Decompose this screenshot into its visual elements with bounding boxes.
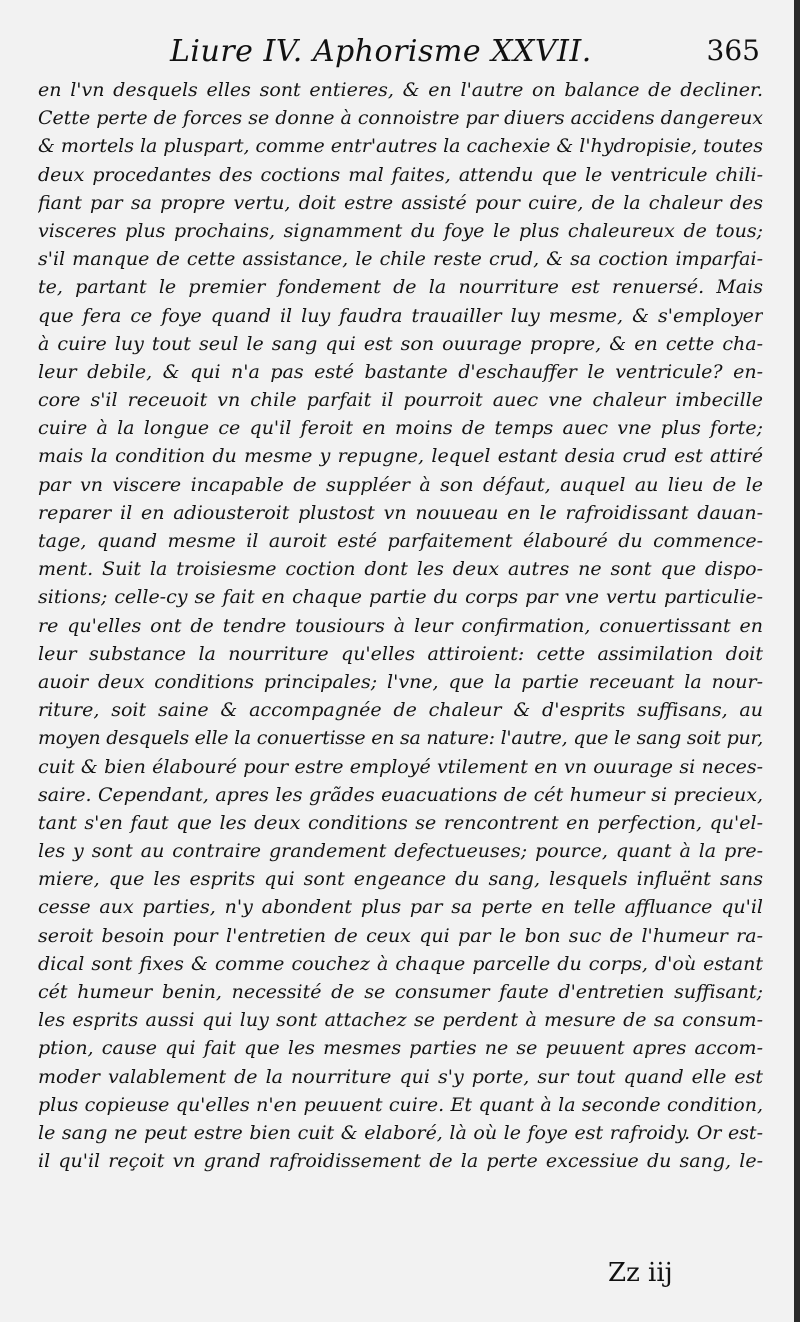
text-line: mais la condition du mesme y repugne, lequel estant desia crud est attiré bbox=[38, 445, 763, 468]
text-line: que fera ce foye quand il luy faudra trauailler luy mesme, & s'employer bbox=[38, 304, 763, 327]
text-line: Cette perte de forces se donne à connoistre par diuers accidens dangereux bbox=[38, 107, 763, 130]
body-text bbox=[38, 76, 763, 1175]
text-line: le sang ne peut estre bien cuit & elaboré, là où le foye est rafroidy. Or est- bbox=[38, 1121, 763, 1144]
text-line: s'il manque de cette assistance, le chile reste crud, & sa coction imparfai- bbox=[38, 248, 763, 271]
text-line: il qu'il reçoit vn grand rafroidissement de la perte excessiue du sang, le- bbox=[38, 1150, 763, 1173]
text-line: seroit besoin pour l'entretien de ceux qui par le bon suc de l'humeur ra- bbox=[38, 924, 763, 947]
running-title: Liure IV. Aphorisme XXVII. bbox=[170, 34, 592, 69]
text-line: ption, cause qui fait que les mesmes parties ne se peuuent apres accom- bbox=[38, 1037, 763, 1060]
text-line: fiant par sa propre vertu, doit estre assisté pour cuire, de la chaleur des bbox=[38, 191, 763, 214]
text-line: les y sont au contraire grandement defectueuses; pource, quant à la pre- bbox=[38, 840, 763, 863]
signature-mark: Zz iij bbox=[608, 1258, 673, 1288]
text-line: auoir deux conditions principales; l'vne, que la partie receuant la nour- bbox=[38, 670, 763, 693]
text-line: miere, que les esprits qui sont engeance du sang, lesquels influënt sans bbox=[38, 868, 763, 891]
text-line: cuire à la longue ce qu'il feroit en moins de temps auec vne plus forte; bbox=[38, 417, 763, 440]
text-line: deux procedantes des coctions mal faites, attendu que le ventricule chili- bbox=[38, 163, 763, 186]
text-line: saire. Cependant, apres les grãdes euacuations de cét humeur si precieux, bbox=[38, 783, 763, 806]
text-line: les esprits aussi qui luy sont attachez se perdent à mesure de sa consum- bbox=[38, 1009, 763, 1032]
text-line: plus copieuse qu'elles n'en peuuent cuire. Et quant à la seconde condition, bbox=[38, 1093, 763, 1116]
text-line: tage, quand mesme il auroit esté parfaitement élabouré du commence- bbox=[38, 530, 763, 552]
page-edge bbox=[794, 0, 800, 1322]
text-line: tant s'en faut que les deux conditions se rencontrent en perfection, qu'el- bbox=[38, 811, 763, 834]
text-line: riture, soit saine & accompagnée de chaleur & d'esprits suffisans, au bbox=[38, 699, 763, 722]
text-line: core s'il receuoit vn chile parfait il pourroit auec vne chaleur imbecille bbox=[38, 389, 763, 412]
text-line: par vn viscere incapable de suppléer à son défaut, auquel au lieu de le bbox=[38, 473, 763, 496]
page-header bbox=[150, 34, 770, 74]
text-line: te, partant le premier fondement de la nourriture est renuersé. Mais bbox=[38, 276, 763, 299]
text-line: à cuire luy tout seul le sang qui est son ouurage propre, & en cette cha- bbox=[38, 332, 763, 355]
text-line: visceres plus prochains, signamment du foye le plus chaleureux de tous; bbox=[38, 219, 763, 242]
text-line: reparer il en adiousteroit plustost vn nouueau en le rafroidissant dauan- bbox=[38, 501, 763, 524]
text-line: re qu'elles ont de tendre tousiours à leur confirmation, conuertissant en bbox=[38, 614, 763, 637]
text-line: moyen desquels elle la conuertisse en sa nature: l'autre, que le sang soit pur, bbox=[38, 727, 763, 750]
text-line: & mortels la pluspart, comme entr'autres la cachexie & l'hydropisie, toutes bbox=[38, 135, 763, 158]
text-line: en l'vn desquels elles sont entieres, & en l'autre on balance de decliner. bbox=[38, 79, 763, 101]
text-line: moder valablement de la nourriture qui s'y porte, sur tout quand elle est bbox=[38, 1065, 763, 1088]
text-line: cesse aux parties, n'y abondent plus par sa perte en telle affluance qu'il bbox=[38, 896, 763, 919]
text-line: leur substance la nourriture qu'elles attiroient: cette assimilation doit bbox=[38, 642, 763, 665]
text-line: leur debile, & qui n'a pas esté bastante d'eschauffer le ventricule? en- bbox=[38, 360, 763, 383]
text-line: sitions; celle-cy se fait en chaque partie du corps par vne vertu particulie- bbox=[38, 586, 763, 609]
text-line: cét humeur benin, necessité de se consumer faute d'entretien suffisant; bbox=[38, 981, 763, 1003]
text-line: cuit & bien élabouré pour estre employé vtilement en vn ouurage si neces- bbox=[38, 755, 763, 778]
page-number: 365 bbox=[706, 34, 760, 67]
text-line: ment. Suit la troisiesme coction dont les deux autres ne sont que dispo- bbox=[38, 558, 763, 581]
text-line: dical sont fixes & comme couchez à chaque parcelle du corps, d'où estant bbox=[38, 952, 763, 975]
